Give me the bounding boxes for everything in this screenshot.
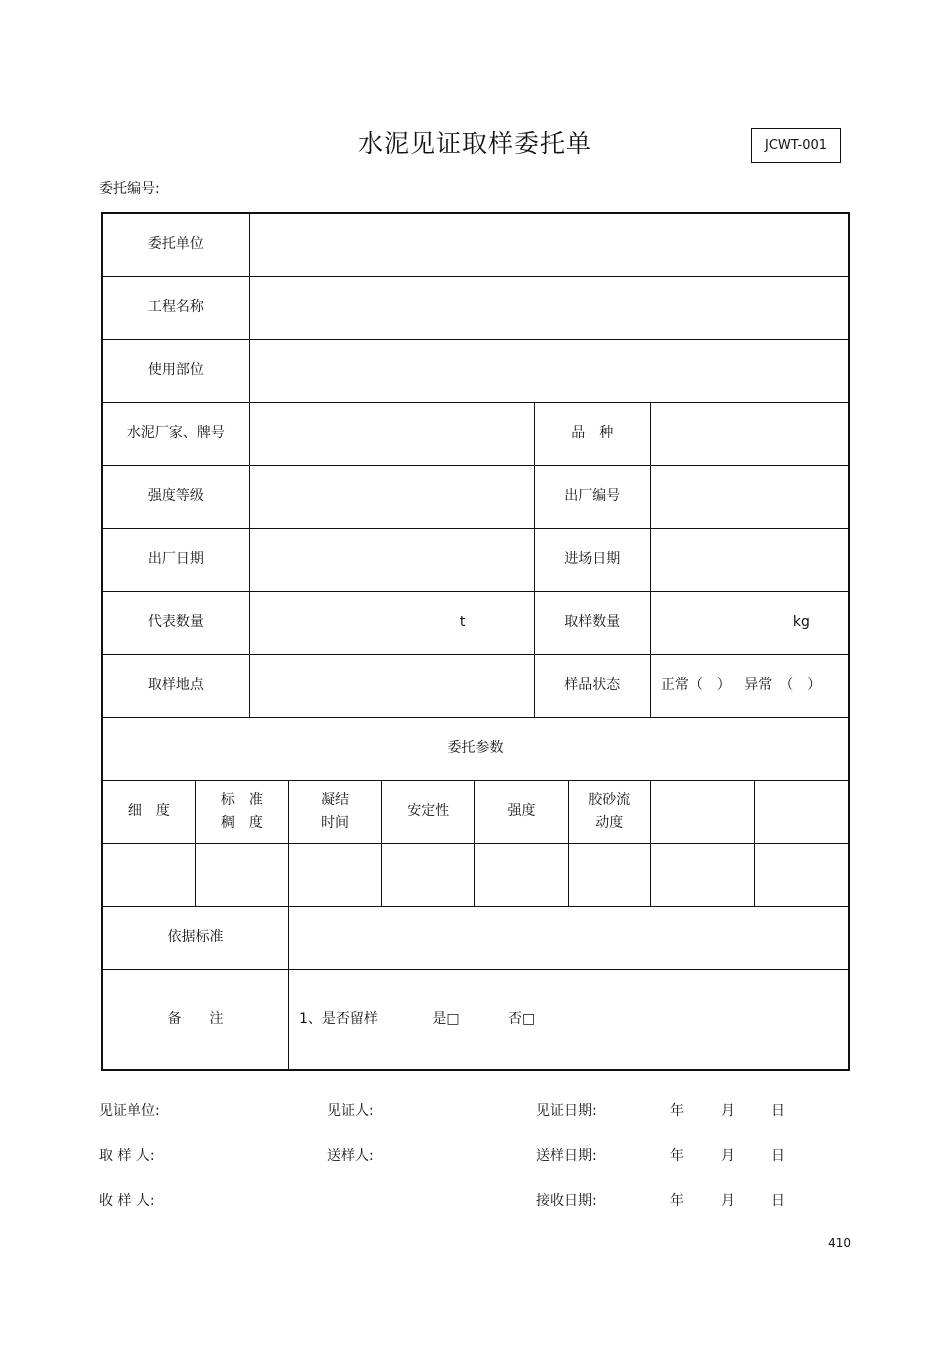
params-title: 委托参数 (102, 717, 849, 780)
row-remarks (102, 969, 849, 1070)
entrust-unit-field[interactable] (249, 213, 849, 276)
factory-date-label: 出厂日期 (102, 528, 249, 591)
param-setting-line2: 时间 (321, 814, 350, 831)
send-year: 年 (670, 1148, 684, 1164)
witness-year: 年 (670, 1103, 684, 1119)
state-normal-option[interactable]: 正常（ ） (660, 677, 731, 693)
witness-day: 日 (771, 1103, 785, 1119)
entrust-unit-label: 委托单位 (102, 213, 249, 276)
witness-unit-label: 见证单位: (99, 1103, 160, 1119)
form-code-box (751, 128, 841, 163)
remarks-field[interactable] (288, 969, 849, 1070)
standard-field[interactable] (288, 906, 849, 969)
value-fluidity[interactable] (568, 843, 650, 906)
sample-quantity-field[interactable] (650, 591, 849, 654)
param-fluidity-line2: 动度 (595, 814, 624, 831)
receive-date-label: 接收日期: (536, 1193, 597, 1209)
factory-no-label: 出厂编号 (534, 465, 650, 528)
row-entrust-unit (102, 213, 849, 276)
value-setting-time[interactable] (288, 843, 381, 906)
param-consistency-line1: 标 准 (220, 791, 263, 808)
value-consistency[interactable] (195, 843, 288, 906)
manufacturer-label: 水泥厂家、牌号 (102, 402, 249, 465)
retain-sample-question: 1、是否留样 (298, 1010, 378, 1027)
project-name-label: 工程名称 (102, 276, 249, 339)
page-number: 410 (828, 1236, 851, 1250)
entry-date-field[interactable] (650, 528, 849, 591)
page-title: 水泥见证取样委托单 (357, 129, 592, 158)
project-name-field[interactable] (249, 276, 849, 339)
sender-label: 送样人: (327, 1148, 374, 1164)
value-extra-2[interactable] (755, 843, 849, 906)
form-code: JCWT-001 (764, 138, 828, 153)
value-extra-1[interactable] (650, 843, 754, 906)
param-extra-2 (755, 780, 849, 843)
sample-place-label: 取样地点 (102, 654, 249, 717)
row-params-header (102, 780, 849, 843)
value-strength[interactable] (475, 843, 568, 906)
param-extra-1 (650, 780, 754, 843)
remarks-label: 备 注 (102, 969, 288, 1070)
param-fluidity (568, 780, 650, 843)
row-project-name (102, 276, 849, 339)
param-consistency (195, 780, 288, 843)
variety-field[interactable] (650, 402, 849, 465)
param-strength: 强度 (475, 780, 568, 843)
rep-quantity-field[interactable] (249, 591, 534, 654)
receiver-label: 收 样 人: (99, 1193, 155, 1209)
rep-quantity-label: 代表数量 (102, 591, 249, 654)
row-params-title (102, 717, 849, 780)
send-day: 日 (771, 1148, 785, 1164)
send-date-label: 送样日期: (536, 1148, 597, 1164)
sample-state-label: 样品状态 (534, 654, 650, 717)
receive-year: 年 (670, 1193, 684, 1209)
manufacturer-field[interactable] (249, 402, 534, 465)
sampler-label: 取 样 人: (99, 1148, 155, 1164)
retain-no-checkbox[interactable]: 否□ (508, 1010, 536, 1027)
sample-state-field[interactable] (650, 654, 849, 717)
witness-month: 月 (721, 1103, 735, 1119)
witness-person-label: 见证人: (327, 1103, 374, 1119)
sample-quantity-unit: kg (792, 614, 810, 630)
state-abnormal-option[interactable]: 异常 （ ） (744, 677, 822, 693)
value-fineness[interactable] (102, 843, 195, 906)
receive-month: 月 (721, 1193, 735, 1209)
param-consistency-line2: 稠 度 (220, 814, 263, 831)
factory-date-field[interactable] (249, 528, 534, 591)
retain-yes-checkbox[interactable]: 是□ (432, 1010, 460, 1027)
strength-grade-field[interactable] (249, 465, 534, 528)
row-use-location (102, 339, 849, 402)
factory-no-field[interactable] (650, 465, 849, 528)
row-params-values (102, 843, 849, 906)
strength-grade-label: 强度等级 (102, 465, 249, 528)
param-fluidity-line1: 胶砂流 (588, 791, 631, 808)
param-soundness: 安定性 (382, 780, 475, 843)
send-month: 月 (721, 1148, 735, 1164)
rep-quantity-unit: t (459, 614, 466, 630)
entrust-form-table (101, 212, 850, 1071)
entrust-no-label: 委托编号: (99, 181, 160, 197)
variety-label: 品 种 (534, 402, 650, 465)
entry-date-label: 进场日期 (534, 528, 650, 591)
use-location-field[interactable] (249, 339, 849, 402)
row-strength-grade (102, 465, 849, 528)
receive-day: 日 (771, 1193, 785, 1209)
param-setting-time (288, 780, 381, 843)
row-factory-date (102, 528, 849, 591)
sample-quantity-label: 取样数量 (534, 591, 650, 654)
row-quantity (102, 591, 849, 654)
value-soundness[interactable] (382, 843, 475, 906)
use-location-label: 使用部位 (102, 339, 249, 402)
param-setting-line1: 凝结 (321, 791, 350, 808)
witness-date-label: 见证日期: (536, 1103, 597, 1119)
param-fineness: 细 度 (102, 780, 195, 843)
sample-place-field[interactable] (249, 654, 534, 717)
standard-label: 依据标准 (102, 906, 288, 969)
row-standard (102, 906, 849, 969)
row-sample-place (102, 654, 849, 717)
row-manufacturer (102, 402, 849, 465)
